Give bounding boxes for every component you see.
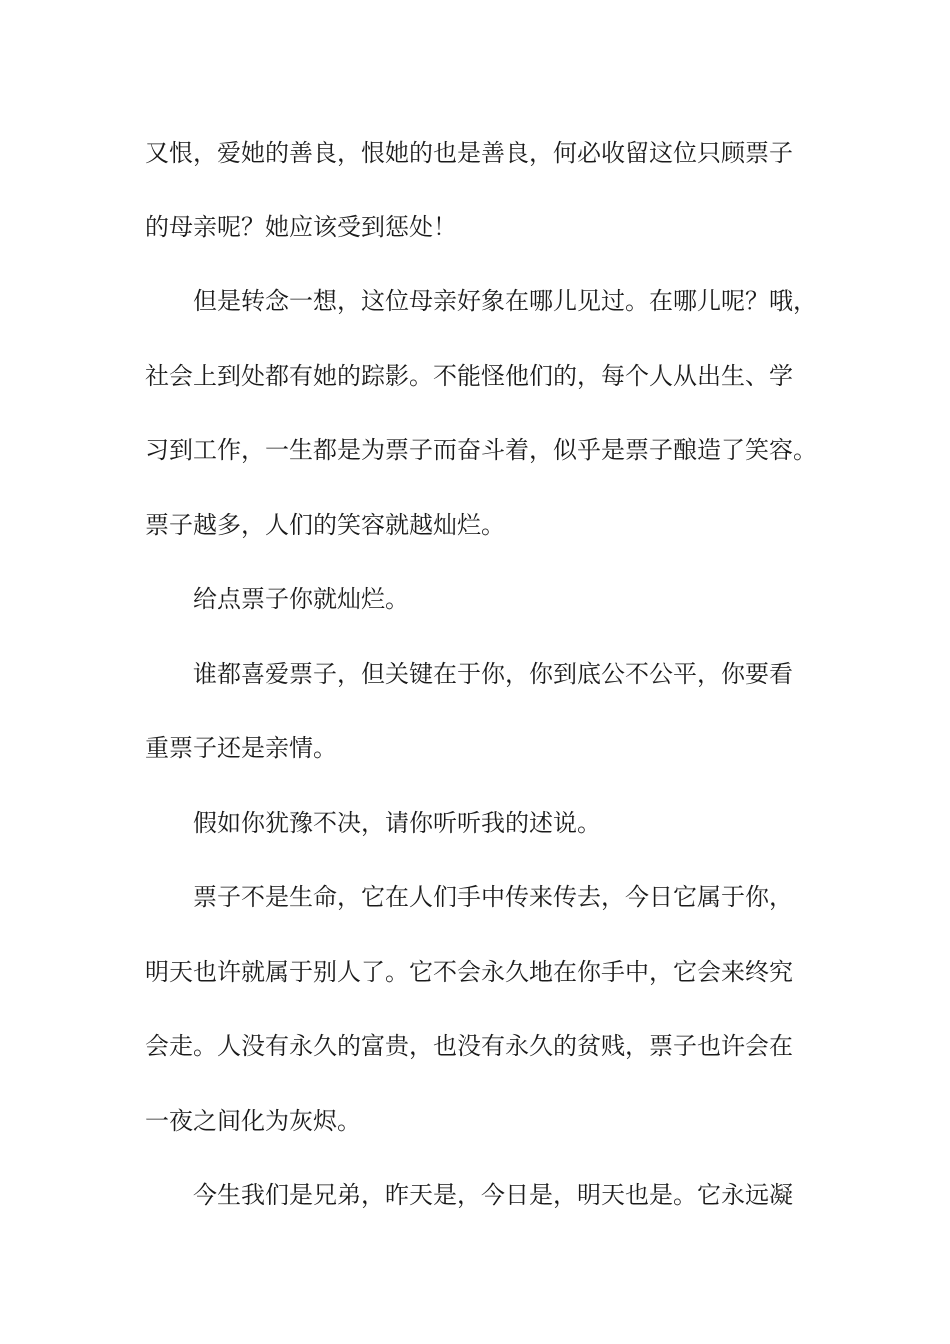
text-line: 会走。人没有永久的富贵，也没有永久的贫贱，票子也许会在 (145, 1032, 793, 1060)
text-line: 票子越多，人们的笑容就越灿烂。 (145, 511, 505, 539)
paragraph-start-line: 但是转念一想，这位母亲好象在哪儿见过。在哪儿呢？哦， (193, 287, 817, 315)
text-line: 重票子还是亲情。 (145, 734, 337, 762)
text-line: 一夜之间化为灰烬。 (145, 1107, 361, 1135)
paragraph-start-line: 谁都喜爱票子，但关键在于你，你到底公不公平，你要看 (193, 660, 793, 688)
paragraph-start-line: 给点票子你就灿烂。 (193, 585, 409, 613)
paragraph-start-line: 假如你犹豫不决，请你听听我的述说。 (193, 809, 601, 837)
text-line: 社会上到处都有她的踪影。不能怪他们的，每个人从出生、学 (145, 362, 793, 390)
text-line: 的母亲呢？她应该受到惩处！ (145, 213, 457, 241)
text-line: 明天也许就属于别人了。它不会永久地在你手中，它会来终究 (145, 958, 793, 986)
text-line: 习到工作，一生都是为票子而奋斗着，似乎是票子酿造了笑容。 (145, 436, 817, 464)
text-line: 又恨，爱她的善良，恨她的也是善良，何必收留这位只顾票子 (145, 139, 793, 167)
paragraph-start-line: 今生我们是兄弟，昨天是，今日是，明天也是。它永远凝 (193, 1181, 793, 1209)
paragraph-start-line: 票子不是生命，它在人们手中传来传去，今日它属于你， (193, 883, 793, 911)
